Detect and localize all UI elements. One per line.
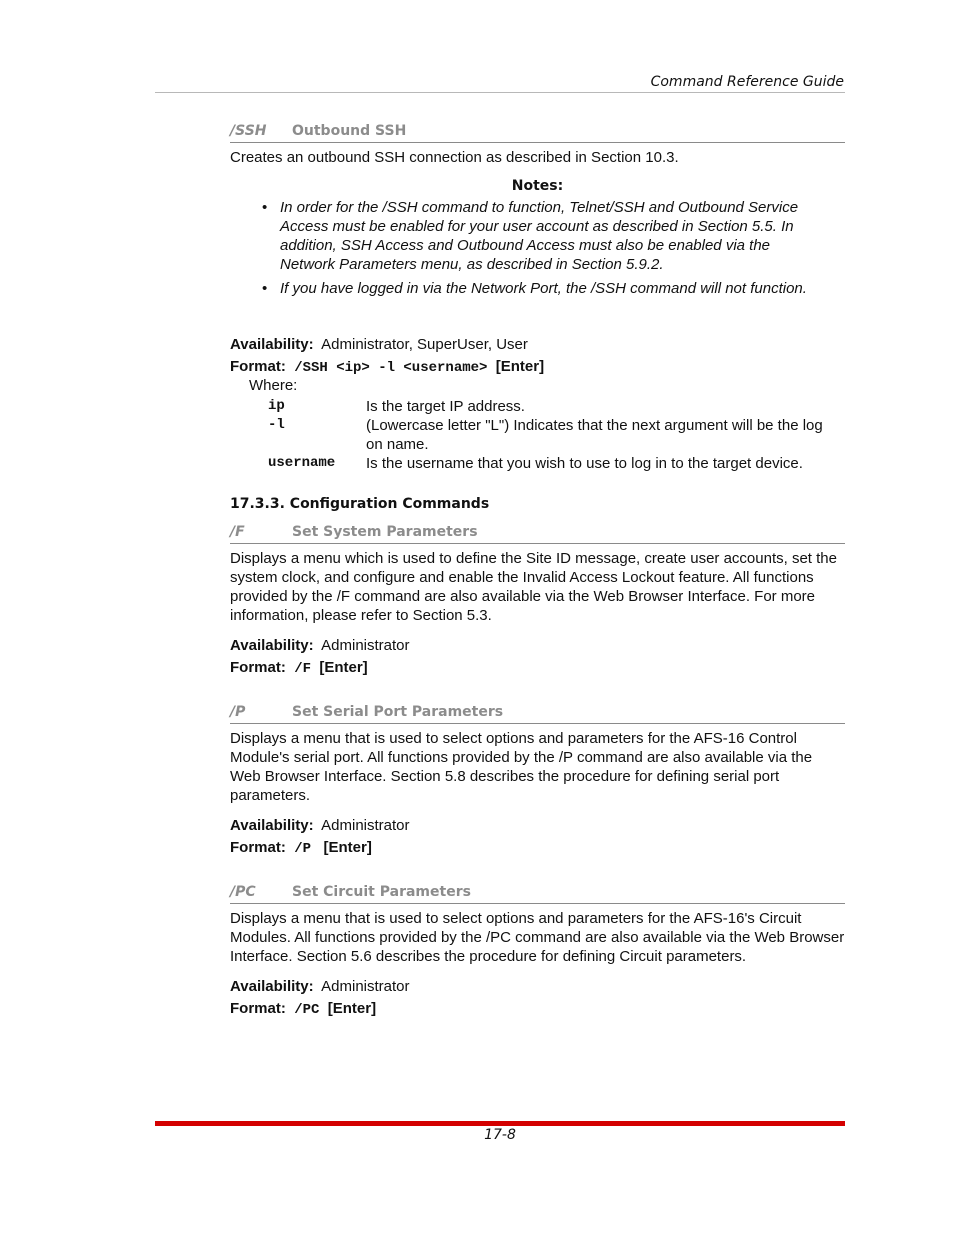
format-enter: [Enter] bbox=[319, 659, 368, 676]
ssh-description: Creates an outbound SSH connection as described in Section 10.3. bbox=[230, 149, 679, 166]
f-format bbox=[230, 658, 368, 679]
subsection-heading: 17.3.3. Configuration Commands bbox=[230, 496, 490, 512]
availability-value: Administrator bbox=[321, 978, 410, 995]
availability-value: Administrator bbox=[321, 637, 410, 654]
format-label: Format: bbox=[230, 839, 286, 856]
section-command: /SSH bbox=[230, 123, 267, 139]
arg-description: Is the target IP address. bbox=[366, 398, 525, 415]
running-header: Command Reference Guide bbox=[650, 74, 844, 90]
section-title: Set System Parameters bbox=[292, 524, 478, 540]
arg-name: username bbox=[268, 455, 336, 471]
where-label: Where: bbox=[249, 377, 298, 394]
f-availability bbox=[230, 636, 410, 655]
section-title: Outbound SSH bbox=[292, 123, 407, 139]
availability-value: Administrator bbox=[321, 817, 410, 834]
bullet-icon: • bbox=[262, 280, 268, 297]
bullet-icon: • bbox=[262, 199, 268, 216]
header-rule bbox=[155, 92, 845, 93]
availability-value: Administrator, SuperUser, User bbox=[321, 336, 528, 353]
f-description: Displays a menu which is used to define the Site ID message, create user accounts, set the system clock, and configure and enable the Invalid Access Lockout feature. All functions provided by the /F command are also available via the Web Browser Interface. For more information, please refer to Section 5.3. bbox=[230, 550, 837, 624]
availability-label: Availability: bbox=[230, 978, 314, 995]
pc-description: Displays a menu that is used to select options and parameters for the AFS-16's Circuit Modules. All functions provided by the /PC command are also available via the Web Browser Interface. Section 5.6 describes the procedure for defining Circuit parameters. bbox=[230, 910, 845, 965]
section-heading-ssh bbox=[230, 123, 845, 143]
arg-description: (Lowercase letter "L") Indicates that the next argument will be the log on name. bbox=[366, 417, 823, 453]
note-text: In order for the /SSH command to function, Telnet/SSH and Outbound Service Access must be enabled for your user account as described in Section 5.5. In addition, SSH Access and Outbound Access must also be enabled via the Network Parameters menu, as described in Section 5.9.2. bbox=[280, 199, 799, 273]
note-text: If you have logged in via the Network Port, the /SSH command will not function. bbox=[280, 280, 807, 297]
format-command: /SSH <ip> -l <username> bbox=[294, 360, 488, 376]
section-title: Set Serial Port Parameters bbox=[292, 704, 504, 720]
section-command: /PC bbox=[230, 884, 256, 900]
arg-name: ip bbox=[268, 398, 285, 414]
page-number: 17-8 bbox=[484, 1127, 516, 1143]
p-availability bbox=[230, 816, 410, 835]
footer-rule bbox=[155, 1121, 845, 1126]
format-enter: [Enter] bbox=[327, 1000, 377, 1017]
section-heading-p bbox=[230, 704, 845, 724]
format-label: Format: bbox=[230, 358, 286, 375]
notes-title: Notes: bbox=[511, 178, 564, 194]
format-label: Format: bbox=[230, 1000, 286, 1017]
format-label: Format: bbox=[230, 659, 286, 676]
ssh-format bbox=[230, 357, 544, 378]
p-description: Displays a menu that is used to select options and parameters for the AFS-16 Control Module's serial port. All functions provided by the /P command are also available via the Web Browser Interface. Section 5.8 describes the procedure for defining serial port parameters. bbox=[230, 730, 813, 804]
arg-name: -l bbox=[268, 417, 285, 433]
section-heading-f bbox=[230, 524, 845, 544]
format-enter: [Enter] bbox=[323, 839, 372, 856]
section-heading-pc bbox=[230, 884, 845, 904]
ssh-availability bbox=[230, 335, 528, 354]
section-command: /F bbox=[230, 524, 245, 540]
availability-label: Availability: bbox=[230, 336, 314, 353]
pc-availability bbox=[230, 977, 410, 996]
note-item bbox=[262, 198, 807, 274]
pc-format bbox=[230, 999, 376, 1020]
section-command: /P bbox=[230, 704, 246, 720]
format-command: /P bbox=[294, 841, 311, 857]
section-title: Set Circuit Parameters bbox=[292, 884, 471, 900]
availability-label: Availability: bbox=[230, 637, 314, 654]
format-enter: [Enter] bbox=[495, 358, 545, 375]
note-item bbox=[262, 279, 807, 298]
p-format bbox=[230, 838, 372, 859]
availability-label: Availability: bbox=[230, 817, 314, 834]
format-command: /F bbox=[294, 661, 311, 677]
format-command: /PC bbox=[294, 1002, 320, 1018]
arg-description: Is the username that you wish to use to log in to the target device. bbox=[366, 455, 803, 472]
